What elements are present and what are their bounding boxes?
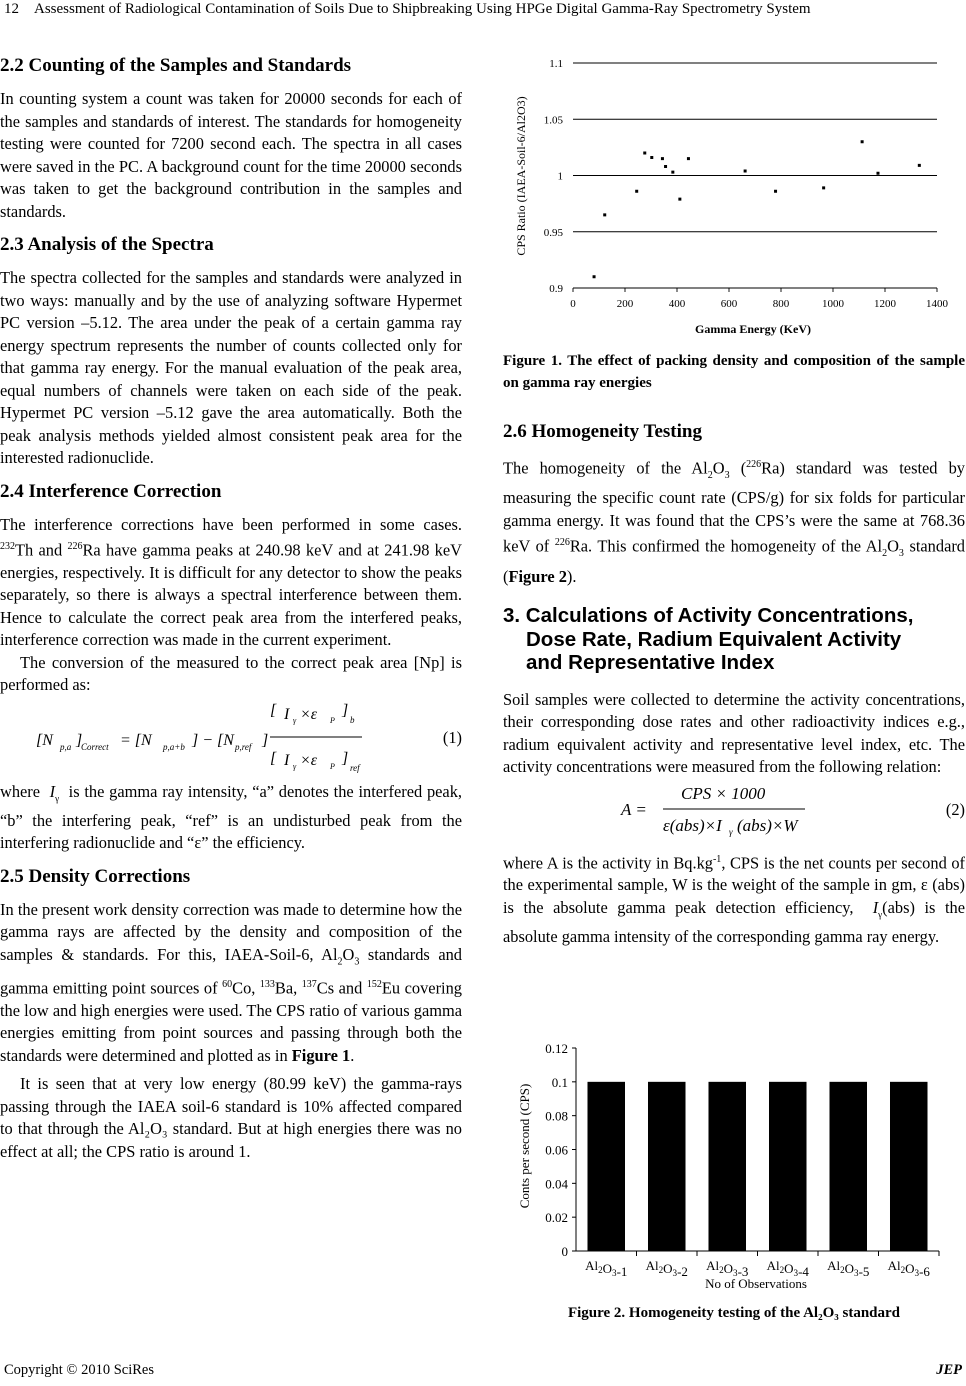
figure-1-data-point (650, 156, 653, 159)
section-2-5-body: In the present work density correction was made to determine how the gamma rays are affected by the density and composition of the samples & standards. For this, IAEA-Soil-6, $Al_2O_3$ standards and gamma emitting point sources of $^{60}$Co, $^{133}$Ba, $^{137}$Cs and $^{152}$Eu covering the low and high energies were used. The CPS ratio of various gamma energies emitting from point sources and passing through both the standards were determined and plotted as in Figure 1. (0, 899, 462, 1065)
figure-2-bar (890, 1082, 928, 1251)
equation-2 (503, 779, 965, 841)
section-2-6-body: The homogeneity of the $Al_2O_3$ ($^{226}$Ra) standard was tested by measuring the specific count rate (CPS/g) for six folds for particular gamma energy. It was found that the CPS’s were the same at 768.36 keV of $^{226}$Ra. This confirmed the homogeneity of the $Al_2O_3$ standard (Figure 2). (503, 458, 965, 586)
figure-1-x-tick-label: 200 (616, 298, 634, 310)
figure-1-data-point (678, 198, 681, 201)
figure-2-bar (587, 1082, 625, 1251)
section-2-4-body-2: The conversion of the measured to the correct peak area [Np] is performed as: (0, 652, 462, 695)
svg-text:]: ] (342, 701, 349, 719)
figure-1-data-point (687, 157, 690, 160)
section-2-2-title: 2.2 Counting of the Samples and Standards (0, 55, 352, 76)
figure-2-y-tick-label: 0.02 (545, 1210, 568, 1226)
section-3-title: 3. Calculations of Activity Concentrations, Dose Rate, Radium Equivalent Activity and Representative Index (503, 604, 914, 674)
svg-text:] − [N: ] − [N (192, 731, 234, 749)
figure-1-data-point (643, 152, 646, 155)
figure-2-category-label: $Al_2O_3-6$ (887, 1258, 930, 1279)
left-column (0, 50, 462, 1163)
running-title: Assessment of Radiological Contamination of Soils Due to Shipbreaking Using HPGe Digital Gamma-Ray Spectrometry System (34, 1, 811, 17)
svg-text:ref: ref (350, 762, 360, 773)
figure-2-y-tick-label: 0.12 (545, 1041, 568, 1056)
section-2-4-where: where $I_\gamma$ is the gamma ray intensity, “a” denotes the interfered peak, “b” the interfering peak, “ref” is an undisturbed peak from the interfering radionuclide and “ε” the efficiency. (0, 781, 462, 853)
figure-1-y-tick-label: 1 (557, 170, 563, 183)
figure-2-category-label: $Al_2O_3-1$ (585, 1258, 628, 1279)
figure-2-y-tick-label: 0.04 (545, 1176, 568, 1192)
right-column (503, 420, 965, 948)
section-2-5-title: 2.5 Density Corrections (0, 865, 191, 887)
figure-1-data-point (635, 190, 638, 193)
figure-1-data-point (876, 172, 879, 175)
section-3-where: where A is the activity in $Bq.kg^{-1}$, CPS is the net counts per second of the experimental sample, W is the weight of the sample in gm, ε (abs) is the absolute gamma peak detection efficiency, $I_\gamma(abs)$ is the absolute gamma intensity of the corresponding gamma ray energy. (503, 852, 966, 946)
svg-text:CPS × 1000: CPS × 1000 (681, 783, 766, 803)
svg-text:×ε: ×ε (300, 751, 318, 769)
figure-1-x-tick-label: 600 (720, 298, 738, 310)
figure-1-scatter-chart (503, 48, 965, 343)
figure-1-x-tick-label: 1400 (926, 298, 948, 310)
figure-1-y-tick-label: 1.1 (549, 58, 563, 70)
section-2-6-title: 2.6 Homogeneity Testing (503, 421, 702, 442)
svg-text:P: P (330, 761, 335, 771)
figure-1-x-tick-label: 0 (570, 298, 576, 310)
figure-2-bar (829, 1082, 867, 1251)
figure-2-y-tick-label: 0.08 (545, 1108, 568, 1124)
svg-text:b: b (350, 714, 355, 725)
svg-text:A =: A = (621, 799, 647, 819)
figure-1-x-tick-label: 800 (772, 298, 790, 310)
figure-1-data-point (661, 157, 664, 160)
section-2-4-body: The interference corrections have been performed in some cases. $^{232}$Th and $^{226}$Ra have gamma peaks at 240.98 keV and at 241.98 keV energies, respectively. It is difficult for any detector to show the peaks separately, so there is always a spectral interference between them. Hence to calculate the correct peak area from the interfered peaks, interference correction was made in the current experiment. (0, 514, 462, 650)
figure-2-category-label: $Al_2O_3-3$ (706, 1258, 749, 1279)
svg-text:×ε: ×ε (300, 705, 318, 723)
figure-2-category-label: $Al_2O_3-2$ (645, 1258, 688, 1279)
figure-1-data-point (744, 170, 747, 173)
svg-text:Correct: Correct (81, 741, 109, 752)
svg-text:p,a+b: p,a+b (163, 741, 185, 752)
figure-1-x-tick-label: 1200 (874, 298, 896, 310)
figure-2-category-label: $Al_2O_3-4$ (766, 1258, 809, 1279)
svg-text:p,ref: p,ref (235, 741, 252, 752)
section-2-3-body: The spectra collected for the samples and standards were analyzed in two ways: manually and by the use of analyzing software Hypermet PC version –5.12. The area under the peak of a certain gamma ray energy spectrum represents the number of counts collected only for that gamma ray energy. For the manual evaluation of the peak area, equal numbers of channels were taken on each side of the peak. Hypermet PC version –5.12 gave the area automatically. Both the peak analysis methods yielded almost consistent peak area for the interested radionuclide. (0, 268, 462, 467)
svg-text:]: ] (262, 731, 269, 749)
figure-2-x-axis-label: No of Observations (705, 1276, 807, 1290)
figure-2-bar-chart (503, 1036, 965, 1290)
svg-text:]: ] (76, 731, 83, 749)
equation-1-formula (0, 697, 462, 779)
figure-1-data-point (774, 190, 777, 193)
figure-1-x-axis-label: Gamma Energy (KeV) (695, 322, 811, 336)
svg-text:[: [ (270, 749, 277, 767)
page-number: 12 (4, 1, 19, 17)
figure-1-data-point (822, 186, 825, 189)
figure-1-x-tick-label: 400 (668, 298, 686, 310)
svg-text:[N: [N (36, 731, 53, 749)
svg-text:γ: γ (293, 715, 297, 725)
figure-2-y-tick-label: 0.1 (551, 1074, 568, 1090)
figure-1-y-tick-label: 0.9 (549, 283, 563, 295)
svg-text:= [N: = [N (120, 731, 152, 749)
svg-text:I: I (284, 705, 290, 723)
figure-1-caption: Figure 1. The effect of packing density and composition of the sample on gamma ray energies (503, 353, 965, 391)
svg-text:p,a: p,a (60, 741, 72, 752)
figure-1-data-point (861, 140, 864, 143)
figure-1-data-point (918, 164, 921, 167)
equation-1 (0, 697, 462, 779)
section-2-2-body: In counting system a count was taken for 20000 seconds for each of the samples and standards of interest. The standards for homogeneity testing were counted for 7200 second each. The spectra in all cases were saved in the PC. A background count for the time 20000 seconds was taken to get the background contribution in the samples and standards. (0, 89, 462, 221)
figure-1-data-point (671, 171, 674, 174)
figure-1-data-point (603, 213, 606, 216)
svg-text:(abs)×W: (abs)×W (737, 815, 798, 835)
running-header (0, 0, 966, 22)
svg-text:ε(abs)×I: ε(abs)×I (663, 815, 722, 835)
section-2-4-title: 2.4 Interference Correction (0, 480, 222, 502)
equation-1-number: (1) (442, 727, 462, 747)
copyright-notice: Copyright © 2010 SciRes (4, 1362, 154, 1378)
figure-2-bar (648, 1082, 686, 1251)
svg-text:I: I (284, 751, 290, 769)
figure-1-x-tick-label: 1000 (822, 298, 844, 310)
figure-2-caption: Figure 2. Homogeneity testing of the Al₂O₃ standard (567, 1305, 901, 1321)
section-2-3-title: 2.3 Analysis of the Spectra (0, 234, 214, 255)
svg-text:[: [ (270, 701, 277, 719)
section-2-5-body-2: It is seen that at very low energy (80.99 keV) the gamma-rays passing through the IAEA soil-6 standard is 10% affected compared to that through the Al₂O₃ standard. But at high energies there was no effect at all; the CPS ratio is around 1. (0, 1074, 462, 1161)
figure-2-category-label: $Al_2O_3-5$ (827, 1258, 870, 1279)
svg-text:γ: γ (293, 761, 297, 771)
equation-2-number: (2) (945, 799, 965, 819)
figure-2-y-tick-label: 0.06 (545, 1142, 568, 1158)
svg-text:]: ] (342, 749, 349, 767)
figure-1-data-point (664, 165, 667, 168)
svg-text:P: P (330, 715, 335, 725)
figure-2-y-axis-label: Conts per second (CPS) (517, 1083, 532, 1209)
figure-1-y-tick-label: 0.95 (543, 226, 563, 239)
figure-1-data-point (593, 275, 596, 278)
journal-abbrev: JEP (936, 1362, 962, 1378)
figure-2-bar (708, 1082, 746, 1251)
svg-text:γ: γ (729, 826, 733, 837)
figure-1-y-tick-label: 1.05 (543, 114, 563, 127)
figure-1-y-axis-label: CPS Ratio (IAEA-Soil-6/Al2O3) (514, 96, 528, 256)
figure-2-y-tick-label: 0 (561, 1244, 568, 1259)
equation-2-formula (503, 779, 965, 841)
page-footer (0, 1362, 966, 1384)
section-3-body: Soil samples were collected to determine the activity concentrations, their corresponding dose rates and other radioactivity indices e.g., radium equivalent activity and representative level index, etc. The activity concentrations were measured from the following relation: (503, 689, 965, 776)
figure-2-bar (769, 1082, 807, 1251)
